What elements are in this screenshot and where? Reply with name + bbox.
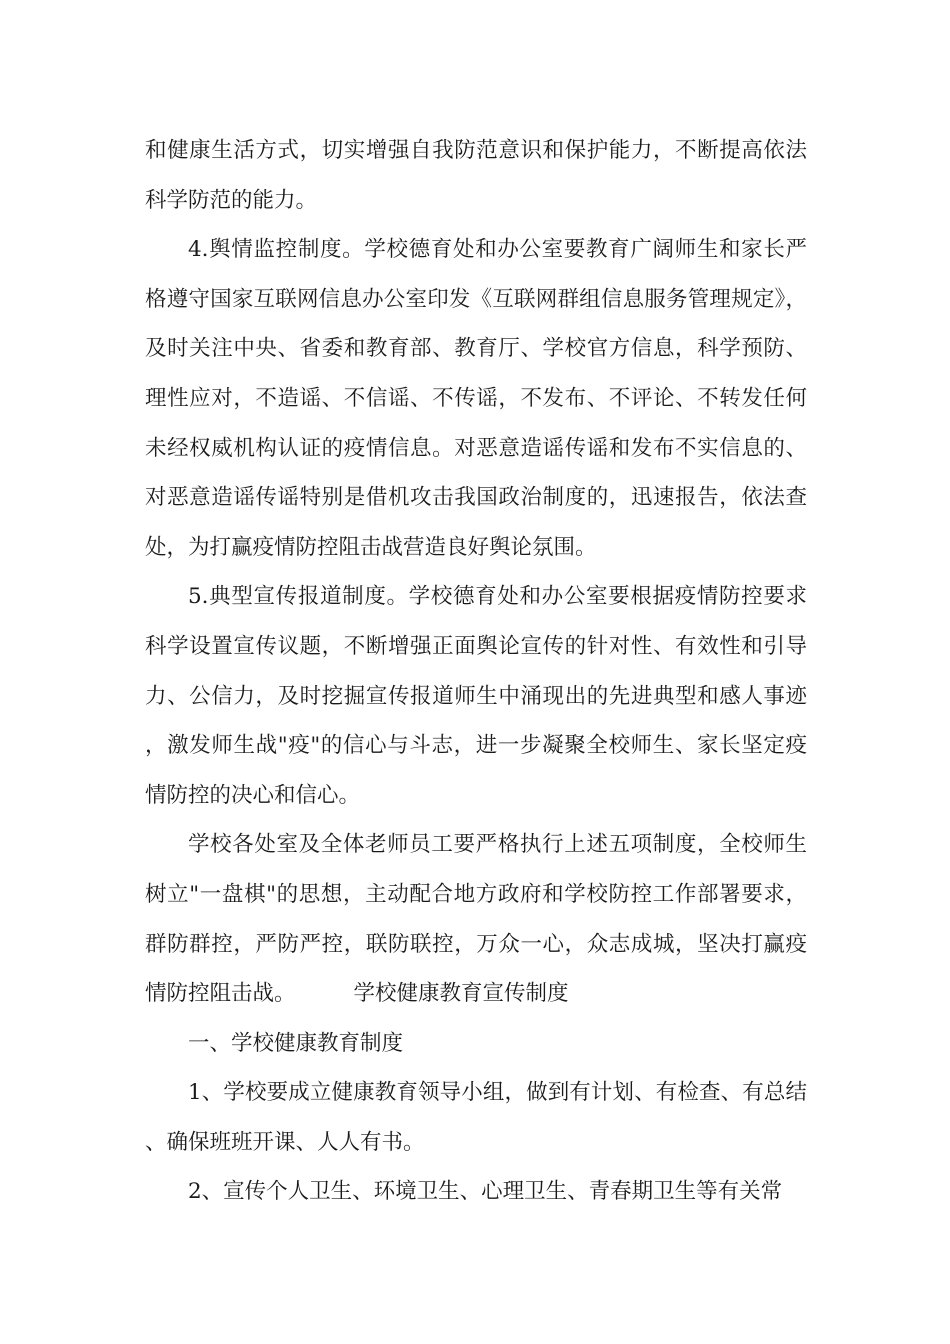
summary-text: 学校各处室及全体老师员工要严格执行上述五项制度，全校师生树立"一盘棋"的思想，主动配合地方政府和学校防控工作部署要求，群防群控，严防严控，联防联控，万众一心，众志成城，坚决打赢疫情防控阻击战。 <box>145 832 807 1007</box>
document-body <box>145 126 807 1217</box>
paragraph-sentiment-monitoring: 4.舆情监控制度。学校德育处和办公室要教育广阔师生和家长严格遵守国家互联网信息办公室印发《互联网群组信息服务管理规定》，及时关注中央、省委和教育部、教育厅、学校官方信息，科学预防、理性应对，不造谣、不信谣、不传谣，不发布、不评论、不转发任何未经权威机构认证的疫情信息。对恶意造谣传谣和发布不实信息的、对恶意造谣传谣特别是借机攻击我国政治制度的，迅速报告，依法查处，为打赢疫情防控阻击战营造良好舆论氛围。 <box>145 237 807 560</box>
paragraph-summary <box>145 820 807 1018</box>
heading-health-education: 一、学校健康教育制度 <box>188 1030 404 1056</box>
paragraph-item-2: 2、宣传个人卫生、环境卫生、心理卫生、青春期卫生等有关常 <box>188 1179 783 1205</box>
paragraph-continuation: 和健康生活方式，切实增强自我防范意识和保护能力，不断提高依法科学防范的能力。 <box>145 138 807 213</box>
paragraph-item-1: 1、学校要成立健康教育领导小组，做到有计划、有检查、有总结、确保班班开课、人人有书。 <box>145 1080 807 1155</box>
section-title: 学校健康教育宣传制度 <box>353 981 569 1007</box>
paragraph-publicity-reporting: 5.典型宣传报道制度。学校德育处和办公室要根据疫情防控要求科学设置宣传议题，不断增强正面舆论宣传的针对性、有效性和引导力、公信力，及时挖掘宣传报道师生中涌现出的先进典型和感人事迹，激发师生战"疫"的信心与斗志，进一步凝聚全校师生、家长坚定疫情防控的决心和信心。 <box>145 584 807 808</box>
